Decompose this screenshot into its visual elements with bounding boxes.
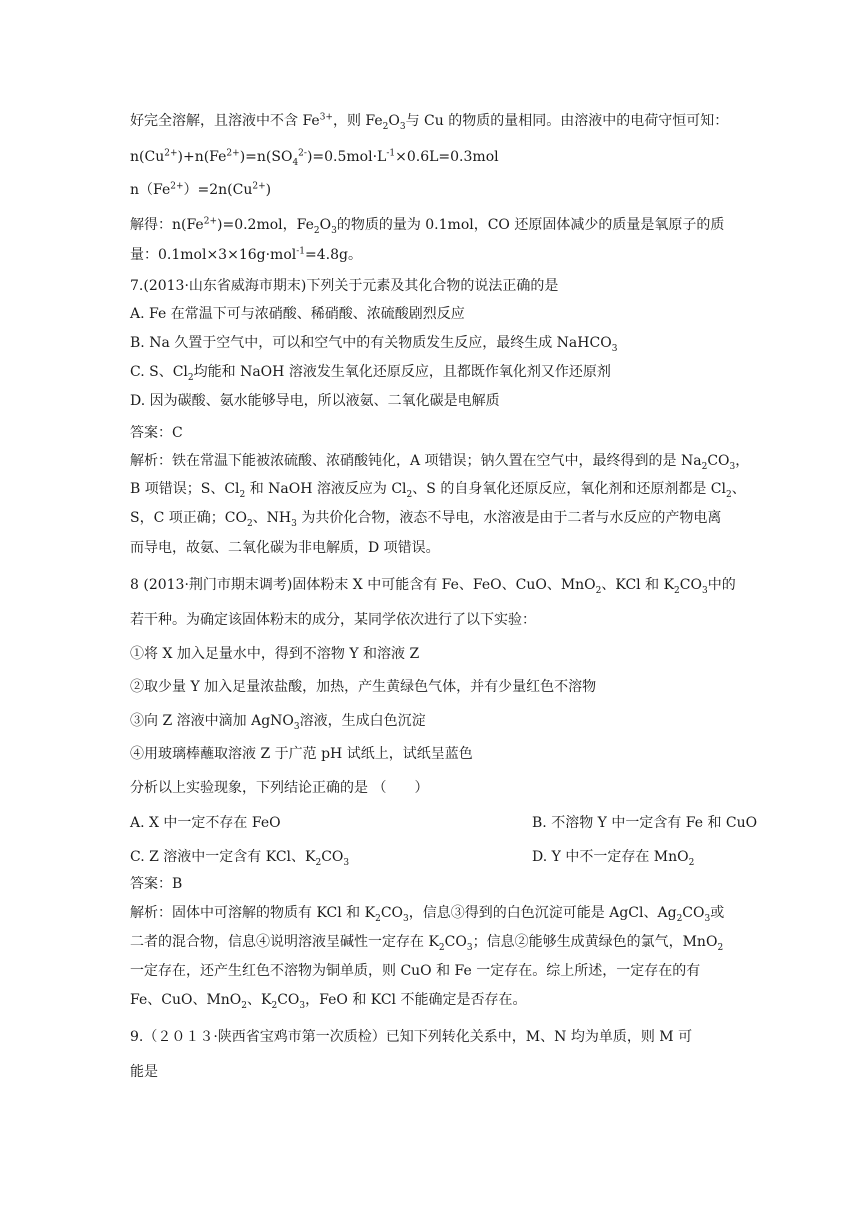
question-9-stem-1: 9.（２０１３·陕西省宝鸡市第一次质检）已知下列转化关系中，M、N 均为单质，则 M 可: [130, 1029, 693, 1045]
question-7-answer: 答案：C: [130, 425, 183, 441]
experiment-step-1: ①将 X 加入足量水中，得到不溶物 Y 和溶液 Z: [130, 646, 420, 662]
question-7-stem: 7.(2013·山东省威海市期末)下列关于元素及其化合物的说法正确的是: [130, 278, 559, 294]
experiment-step-2: ②取少量 Y 加入足量浓盐酸，加热，产生黄绿色气体，并有少量红色不溶物: [130, 679, 597, 695]
question-7-explanation-3: S，C 项正确；$CO_2$、$NH_3$ 为共价化合物，液态不导电，水溶液是由于二者与水反应的产物电离: [130, 510, 722, 529]
question-8-stem-2: 若干种。为确定该固体粉末的成分，某同学依次进行了以下实验：: [130, 612, 536, 628]
question-7-explanation-1: 解析：铁在常温下能被浓硫酸、浓硝酸钝化，A 项错误；钠久置在空气中，最终得到的是 $Na_2CO_3$，: [130, 453, 750, 472]
question-8-options-row-1: [130, 813, 758, 833]
question-7-option-d: D. 因为碳酸、氨水能够导电，所以液氨、二氧化碳是电解质: [130, 393, 500, 409]
question-8-explanation-3: 一定存在，还产生红色不溶物为铜单质，则 CuO 和 Fe 一定存在。综上所述，一定存在的有: [130, 963, 701, 979]
question-9-stem-2: 能是: [130, 1064, 158, 1080]
question-8-answer: 答案：B: [130, 876, 183, 892]
solution-line-1: 好完全溶解，且溶液中不含 $Fe^{3+}$，则 $Fe_2O_3$与 Cu 的物质的量相同。由溶液中的电荷守恒可知：: [130, 112, 729, 132]
solution-line-4: 解得：$n(Fe^{2+})=0.2mol$，$Fe_2O_3$的物质的量为 0.1mol，CO 还原固体减少的质量是氧原子的质: [130, 216, 725, 236]
question-8-option-b: B. 不溶物 Y 中一定含有 Fe 和 CuO: [532, 815, 758, 831]
question-7-option-a: A. Fe 在常温下可与浓硝酸、稀硝酸、浓硫酸剧烈反应: [130, 306, 465, 322]
solution-line-2: $n(Cu^{2+})+n(Fe^{2+})=n(SO_4^{2-})=0.5mol\cdot L^{-1}\times 0.6L=0.3mol$: [130, 148, 499, 168]
question-7-option-c: C. S、$Cl_2$均能和 NaOH 溶液发生氧化还原反应，且都既作氧化剂又作还原剂: [130, 364, 611, 383]
question-8-explanation-4: Fe、CuO、MnO$_2$、$K_2CO_3$，FeO 和 KCl 不能确定是否存在。: [130, 992, 527, 1011]
question-7-option-b: B. Na 久置于空气中，可以和空气中的有关物质发生反应，最终生成 NaHCO$_3$: [130, 335, 618, 354]
question-7-explanation-2: B 项错误；S、$Cl_2$ 和 NaOH 溶液反应为 $Cl_2$、S 的自身氧化还原反应，氧化剂和还原剂都是 $Cl_2$、: [130, 481, 746, 500]
question-8-explanation-1: 解析：固体中可溶解的物质有 KCl 和 $K_2CO_3$，信息③得到的白色沉淀可能是 AgCl、$Ag_2CO_3$或: [130, 905, 725, 924]
question-8-explanation-2: 二者的混合物，信息④说明溶液呈碱性一定存在 $K_2CO_3$；信息②能够生成黄绿色的氯气，MnO$_2$: [130, 934, 724, 953]
question-8-option-d: D. Y 中不一定存在 MnO$_2$: [532, 849, 695, 868]
question-8-option-a: A. X 中一定不存在 FeO: [130, 815, 281, 831]
question-8-stem-1: 8 (2013·荆门市期末调考)固体粉末 X 中可能含有 Fe、FeO、CuO、MnO$_2$、KCl 和 $K_2CO_3$中的: [130, 577, 736, 596]
experiment-step-4: ④用玻璃棒蘸取溶液 Z 于广范 pH 试纸上，试纸呈蓝色: [130, 746, 473, 762]
solution-line-5: 量：0.1mol×3×16g·mol$^{-1}$=4.8g。: [130, 246, 362, 263]
question-8-prompt: 分析以上实验现象，下列结论正确的是 （ ）: [130, 780, 429, 796]
question-7-explanation-4: 而导电，故氨、二氧化碳为非电解质，D 项错误。: [130, 540, 440, 556]
solution-line-3: $n(Fe^{2+})=2n(Cu^{2+})$: [130, 181, 272, 198]
question-8-option-c: C. Z 溶液中一定含有 KCl、$K_2CO_3$: [130, 849, 350, 868]
experiment-step-3: ③向 Z 溶液中滴加 AgNO$_3$溶液，生成白色沉淀: [130, 713, 426, 732]
question-8-options-row-2: [130, 847, 730, 867]
